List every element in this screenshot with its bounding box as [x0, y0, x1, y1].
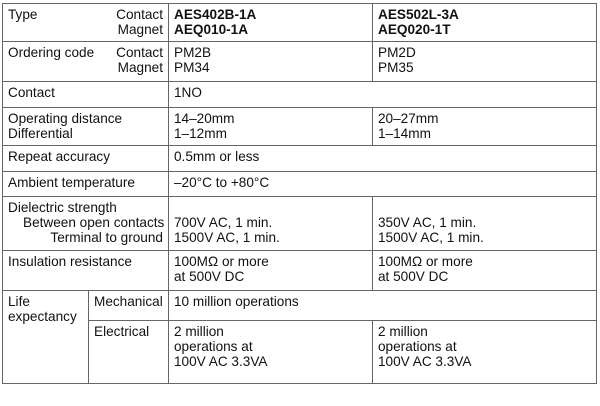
label-contact: Contact — [116, 7, 163, 22]
label-ordering-sub — [89, 42, 169, 82]
label-ambient-temperature: Ambient temperature — [3, 172, 169, 197]
spec-table-wrapper — [2, 3, 596, 401]
dielectric-strength-b: 350V AC, 1 min. 1500V AC, 1 min. — [373, 197, 597, 251]
contact-model-a: AES402B-1A — [174, 7, 257, 22]
label-mechanical: Mechanical — [89, 291, 169, 321]
dielectric-strength-a: 700V AC, 1 min. 1500V AC, 1 min. — [169, 197, 373, 251]
contact-model-b: AES502L-3A — [378, 7, 459, 22]
row-type — [3, 4, 597, 42]
label-type: Type — [3, 4, 89, 42]
row-ambient-temperature — [3, 172, 597, 197]
label-dielectric-strength: Dielectric strength Between open contacts Terminal to ground — [3, 197, 169, 251]
label-life-expectancy: Life expectancy — [3, 291, 89, 384]
value-contact-type: 1NO — [169, 82, 597, 108]
row-operating-distance — [3, 108, 597, 146]
electrical-life-b: 2 million operations at 100V AC 3.3VA — [373, 321, 597, 384]
row-repeat-accuracy — [3, 146, 597, 172]
operating-distance-a: 14–20mm 1–12mm — [169, 108, 373, 146]
row-dielectric-strength — [3, 197, 597, 251]
value-mechanical: 10 million operations — [169, 291, 597, 321]
row-life-electrical — [3, 321, 597, 384]
insulation-resistance-b: 100MΩ or more at 500V DC — [373, 251, 597, 291]
type-model-a — [169, 4, 373, 42]
insulation-resistance-a: 100MΩ or more at 500V DC — [169, 251, 373, 291]
type-model-b — [373, 4, 597, 42]
magnet-model-b: AEQ020-1T — [378, 22, 451, 37]
label-type-sub — [89, 4, 169, 42]
row-ordering-code — [3, 42, 597, 82]
operating-distance-b: 20–27mm 1–14mm — [373, 108, 597, 146]
label-magnet: Magnet — [117, 22, 163, 37]
ordering-code-b: PM2D PM35 — [373, 42, 597, 82]
row-contact — [3, 82, 597, 108]
ordering-code-a: PM2B PM34 — [169, 42, 373, 82]
value-ambient-temperature: –20°C to +80°C — [169, 172, 597, 197]
label-repeat-accuracy: Repeat accuracy — [3, 146, 169, 172]
row-life-mechanical — [3, 291, 597, 321]
row-insulation-resistance — [3, 251, 597, 291]
label-ordering-magnet: Magnet — [117, 60, 163, 75]
label-contact-type: Contact — [3, 82, 169, 108]
label-electrical: Electrical — [89, 321, 169, 384]
label-ordering-code: Ordering code — [3, 42, 89, 82]
specification-table — [2, 3, 597, 384]
label-ordering-contact: Contact — [116, 45, 163, 60]
electrical-life-a: 2 million operations at 100V AC 3.3VA — [169, 321, 373, 384]
label-insulation-resistance: Insulation resistance — [3, 251, 169, 291]
value-repeat-accuracy: 0.5mm or less — [169, 146, 597, 172]
magnet-model-a: AEQ010-1A — [174, 22, 249, 37]
label-operating-distance: Operating distance Differential — [3, 108, 169, 146]
